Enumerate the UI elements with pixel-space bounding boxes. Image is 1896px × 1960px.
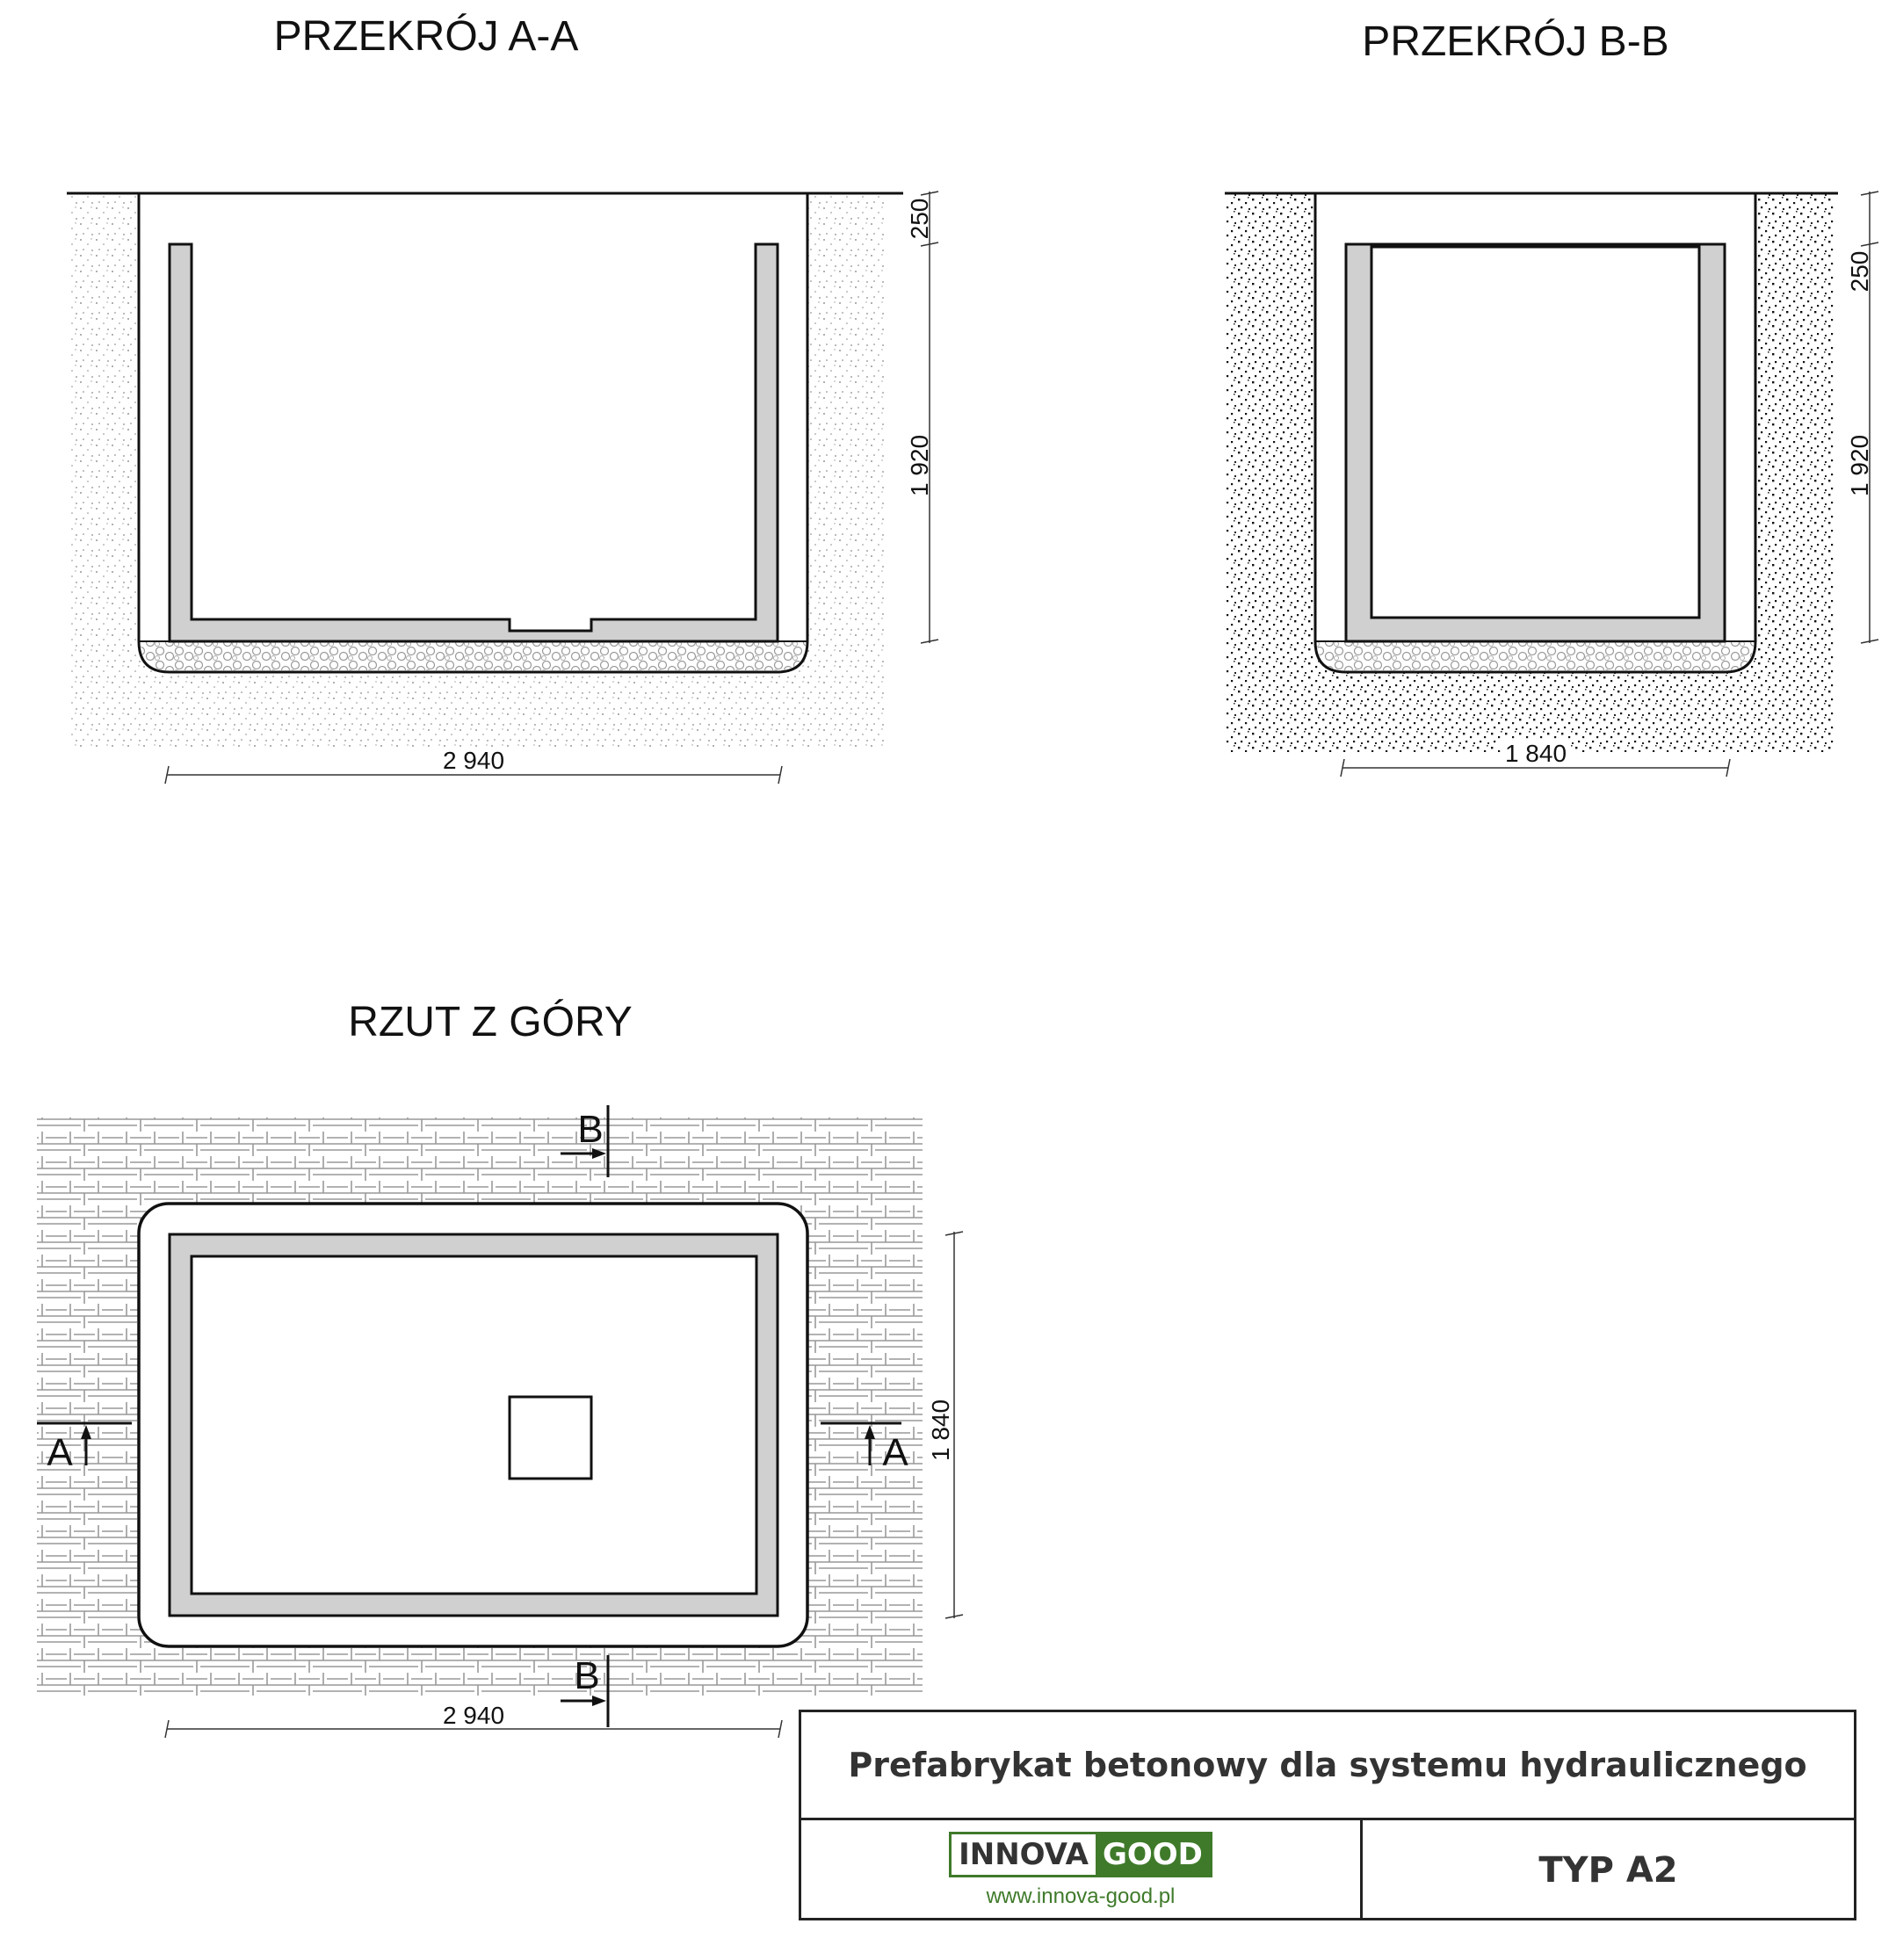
dim-width-label: 1 840 [1504, 740, 1567, 767]
dim-height-label: 1 920 [906, 434, 933, 497]
dim-width-label: 2 940 [442, 747, 505, 774]
company-website: www.innova-good.pl [986, 1884, 1176, 1908]
logo-text-good: GOOD [1096, 1834, 1210, 1875]
gravel-bed [1317, 641, 1754, 670]
product-type: TYP A2 [1538, 1850, 1678, 1891]
plan-title: RZUT Z GÓRY [348, 999, 633, 1045]
logo-cell [801, 1820, 1363, 1920]
section-a-drawing [67, 192, 938, 784]
plan-drawing [37, 1105, 963, 1738]
excavation-outline [139, 193, 807, 672]
plan-wall-inner [192, 1256, 756, 1594]
cut-label-a-right: A [882, 1431, 908, 1474]
section-b-drawing [1225, 192, 1878, 777]
cut-label-a-left: A [47, 1431, 73, 1474]
dim-height-label: 1 840 [927, 1399, 954, 1462]
dim-height [921, 192, 938, 643]
dim-width-label: 2 940 [442, 1702, 505, 1729]
plan-opening [510, 1397, 591, 1479]
dim-top-label: 250 [1846, 250, 1873, 293]
company-logo [949, 1832, 1212, 1877]
cut-label-b-bottom: B [574, 1654, 600, 1697]
section-b-title: PRZEKRÓJ B-B [1362, 18, 1669, 65]
dim-top-label: 250 [906, 198, 933, 240]
title-block [799, 1710, 1856, 1920]
excavation-outline [1315, 193, 1755, 672]
cut-label-b-top: B [577, 1108, 604, 1151]
dim-height-label: 1 920 [1846, 434, 1873, 497]
title-block-bottom [801, 1820, 1854, 1920]
drawing-description: Prefabrykat betonowy dla systemu hydraulicznego [801, 1712, 1854, 1820]
logo-text-innova: INNOVA [952, 1834, 1096, 1875]
gravel-bed [141, 641, 806, 670]
section-a-title: PRZEKRÓJ A-A [273, 13, 579, 60]
